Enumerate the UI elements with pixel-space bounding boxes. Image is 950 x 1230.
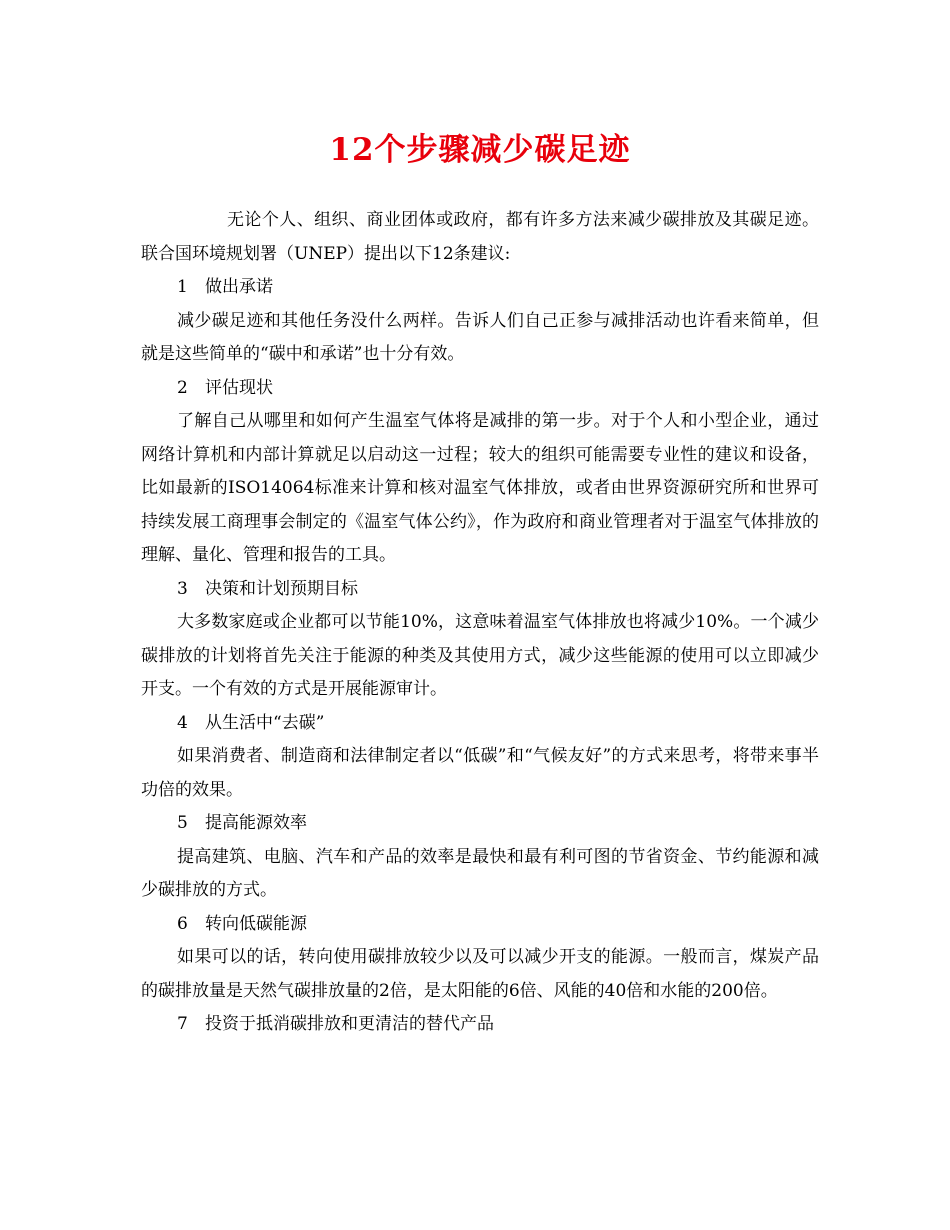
section-body: 提高建筑、电脑、汽车和产品的效率是最快和最有利可图的节省资金、节约能源和减少碳排放的方式。 [141,846,819,900]
section-heading-text: 决策和计划预期目标 [205,578,358,599]
section-number: 1 [177,277,188,297]
section-heading-text: 做出承诺 [205,277,273,297]
section-heading [141,372,819,406]
section-heading [141,573,819,607]
section-heading [141,1008,819,1042]
section-3 [141,573,819,707]
section-1 [141,271,819,372]
section-body: 如果消费者、制造商和法律制定者以“低碳”和“气候友好”的方式来思考，将带来事半功倍的效果。 [141,746,819,800]
section-body: 如果可以的话，转向使用碳排放较少以及可以减少开支的能源。一般而言，煤炭产品的碳排放量是天然气碳排放量的2倍，是太阳能的6倍、风能的40倍和水能的200倍。 [141,947,819,1001]
section-7 [141,1008,819,1042]
section-number: 5 [177,813,188,833]
section-number: 4 [177,712,188,733]
section-heading [141,707,819,741]
section-heading-text: 评估现状 [205,377,273,398]
section-heading-text: 从生活中“去碳” [205,712,325,733]
document-title: 12个步骤减少碳足迹 [329,132,631,168]
section-heading [141,908,819,942]
section-heading-text: 转向低碳能源 [205,913,307,934]
section-2 [141,372,819,573]
section-number: 2 [177,377,188,398]
section-body: 大多数家庭或企业都可以节能10%，这意味着温室气体排放也将减少10%。一个减少碳排放的计划将首先关注于能源的种类及其使用方式，减少这些能源的使用可以立即减少开支。一个有效的方式是开展能源审计。 [141,612,819,699]
section-number: 7 [177,1014,188,1034]
section-5 [141,807,819,908]
section-heading-text: 投资于抵消碳排放和更清洁的替代产品 [205,1014,494,1034]
section-number: 3 [177,578,188,599]
section-body: 了解自己从哪里和如何产生温室气体将是减排的第一步。对于个人和小型企业，通过网络计算机和内部计算就足以启动这一过程；较大的组织可能需要专业性的建议和设备，比如最新的ISO14064标准来计算和核对温室气体排放，或者由世界资源研究所和世界可持续发展工商理事会制定的《温室气体公约》，作为政府和商业管理者对于温室气体排放的理解、量化、管理和报告的工具。 [141,411,819,565]
section-6 [141,908,819,1009]
section-number: 6 [177,913,188,934]
section-heading [141,807,819,841]
section-heading [141,271,819,305]
section-4 [141,707,819,808]
section-heading-text: 提高能源效率 [205,813,307,833]
intro-paragraph: 无论个人、组织、商业团体或政府，都有许多方法来减少碳排放及其碳足迹。联合国环境规划署（UNEP）提出以下12条建议: [141,210,819,264]
section-body: 减少碳足迹和其他任务没什么两样。告诉人们自己正参与减排活动也许看来简单，但就是这些简单的“碳中和承诺”也十分有效。 [141,310,819,364]
